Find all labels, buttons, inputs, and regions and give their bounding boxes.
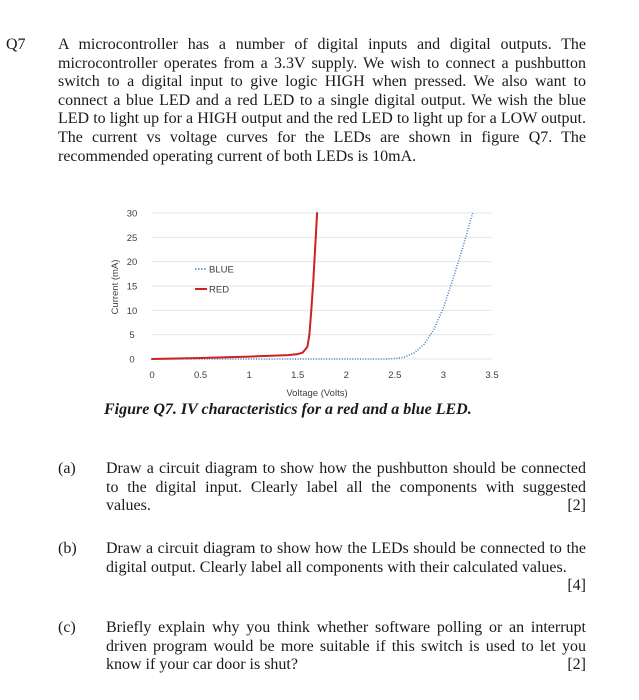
x-tick-label: 2	[343, 370, 349, 381]
y-tick-label: 0	[129, 354, 135, 366]
chart-legend	[195, 265, 234, 296]
x-axis-ticks	[149, 370, 498, 381]
y-tick-label: 25	[126, 232, 138, 244]
x-tick-label: 1	[246, 370, 252, 381]
x-tick-label: 3.5	[485, 370, 499, 381]
x-tick-label: 3	[440, 370, 447, 381]
part-label: (c)	[58, 619, 76, 636]
part-question-text: Draw a circuit diagram to show how the pushbutton should be connected to the digital input. Clearly label all the components with suggested values.	[106, 460, 586, 515]
y-tick-label: 5	[129, 330, 135, 342]
y-axis-ticks	[127, 209, 138, 366]
question-intro: A microcontroller has a number of digital inputs and digital outputs. The microcontroller operates from a 3.3V supply. We wish to connect a pushbutton switch to a digital input to give logic HIGH when pressed. We also want to connect a blue LED and a red LED to a single digital output. We wish the blue LED to light up for a HIGH output and the red LED to light up for a LOW output. The current vs voltage curves for the LEDs are shown in figure Q7. The recommended operating current of both LEDs is 10mA.	[58, 36, 586, 165]
y-axis-label: Current (mA)	[110, 259, 121, 315]
part-text	[106, 460, 586, 516]
x-tick-label: 2.5	[388, 370, 402, 381]
iv-chart	[104, 200, 499, 400]
y-tick-label: 30	[126, 208, 138, 220]
x-tick-label: 0.5	[193, 370, 208, 381]
y-tick-label: 20	[126, 257, 138, 269]
legend-label-blue: BLUE	[209, 264, 234, 276]
chart-grid	[152, 213, 492, 359]
question-number: Q7	[6, 36, 26, 53]
part-question-text: Draw a circuit diagram to show how the LEDs should be connected to the digital output. Clearly label all components with their calculated values.	[106, 540, 586, 576]
part-text	[106, 619, 586, 675]
part-question-text: Briefly explain why you think whether software polling or an interrupt driven program would be more suitable if this switch is used to let you know if your car door is shut?	[106, 619, 586, 674]
iv-chart-svg	[104, 200, 499, 400]
x-axis-label: Voltage (Volts)	[286, 388, 348, 399]
figure-caption: Figure Q7. IV characteristics for a red and a blue LED.	[104, 401, 472, 418]
part-marks: [2]	[567, 497, 586, 515]
x-tick-label: 1.5	[291, 370, 305, 381]
x-tick-label: 0	[149, 370, 155, 381]
y-tick-label: 15	[126, 281, 138, 293]
part-marks: [2]	[567, 656, 586, 674]
part-text	[106, 540, 586, 596]
part-label: (a)	[58, 460, 76, 477]
part-marks: [4]	[567, 577, 586, 595]
y-tick-label: 10	[126, 305, 138, 317]
part-label: (b)	[58, 540, 77, 557]
legend-label-red: RED	[209, 284, 230, 296]
